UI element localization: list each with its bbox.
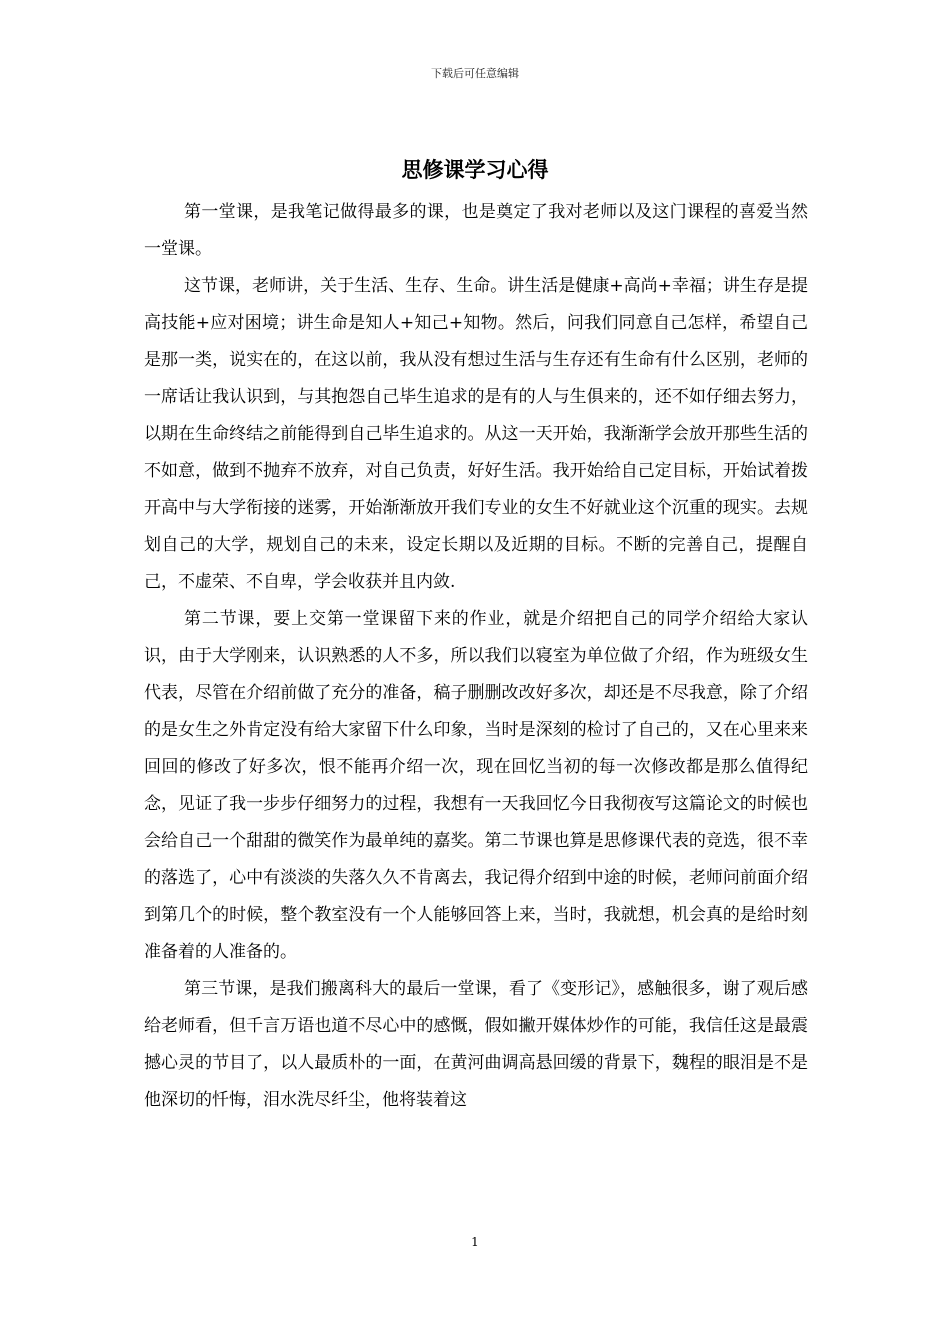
paragraph-4: 第三节课，是我们搬离科大的最后一堂课，看了《变形记》，感触很多，谢了观后感给老师看，但千言万语也道不尽心中的感慨，假如撇开媒体炒作的可能，我信任这是最震撼心灵的节目了，以人最质朴的一面，在黄河曲调高悬回缓的背景下，魏程的眼泪是不是他深切的忏悔，泪水洗尽纤尘，他将装着这	[144, 979, 808, 1110]
document-body	[144, 194, 808, 1119]
page-number: 1	[471, 1235, 479, 1249]
header-note: 下载后可任意编辑	[431, 67, 519, 80]
document-title: 思修课学习心得	[401, 157, 549, 182]
paragraph-3: 第二节课，要上交第一堂课留下来的作业，就是介绍把自己的同学介绍给大家认识，由于大学刚来，认识熟悉的人不多，所以我们以寝室为单位做了介绍，作为班级女生代表，尽管在介绍前做了充分的准备，稿子删删改改好多次，却还是不尽我意，除了介绍的是女生之外肯定没有给大家留下什么印象，当时是深刻的检讨了自己的，又在心里来来回回的修改了好多次，恨不能再介绍一次，现在回忆当初的每一次修改都是那么值得纪念，见证了我一步步仔细努力的过程，我想有一天我回忆今日我彻夜写这篇论文的时候也会给自己一个甜甜的微笑作为最单纯的嘉奖。第二节课也算是思修课代表的竞选，很不幸的落选了，心中有淡淡的失落久久不肯离去，我记得介绍到中途的时候，老师问前面介绍到第几个的时候，整个教室没有一个人能够回答上来，当时，我就想，机会真的是给时刻准备着的人准备的。	[144, 609, 808, 962]
paragraph-1: 第一堂课，是我笔记做得最多的课，也是奠定了我对老师以及这门课程的喜爱当然一堂课。	[144, 202, 808, 259]
paragraph-2: 这节课，老师讲，关于生活、生存、生命。讲生活是健康+高尚+幸福；讲生存是提高技能+应对困境；讲生命是知人+知己+知物。然后，问我们同意自己怎样，希望自己是那一类，说实在的，在这以前，我从没有想过生活与生存还有生命有什么区别，老师的一席话让我认识到，与其抱怨自己毕生追求的是有的人与生俱来的，还不如仔细去努力，以期在生命终结之前能得到自己毕生追求的。从这一天开始，我渐渐学会放开那些生活的不如意，做到不抛弃不放弃，对自己负责，好好生活。我开始给自己定目标，开始试着拨开高中与大学衔接的迷雾，开始渐渐放开我们专业的女生不好就业这个沉重的现实。去规划自己的大学，规划自己的未来，设定长期以及近期的目标。不断的完善自己，提醒自己，不虚荣、不自卑，学会收获并且内敛.	[144, 276, 808, 592]
